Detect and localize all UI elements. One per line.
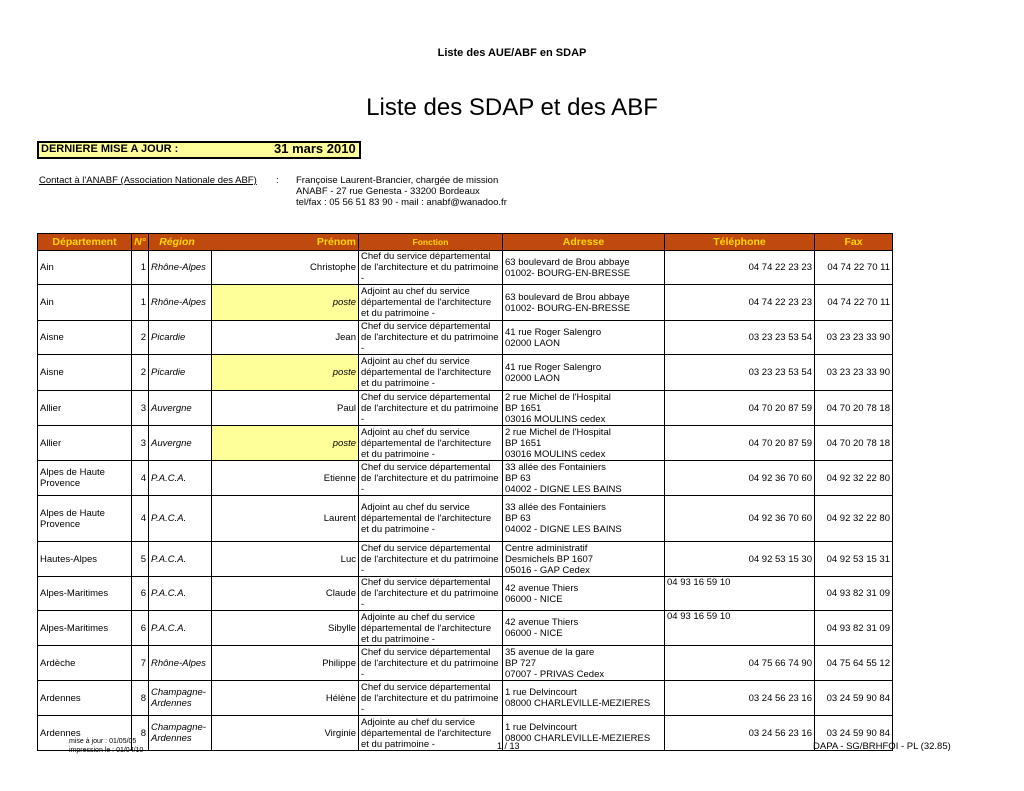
cell-telephone: 04 70 20 87 59 <box>665 426 815 461</box>
table-row <box>38 542 970 577</box>
footer-dates <box>69 737 143 755</box>
cell-fonction: Adjoint au chef du service départemental de l'architecture et du patrimoine - <box>359 285 503 321</box>
cell-fax: 03 24 59 90 84 <box>815 716 893 751</box>
cell-num: 3 <box>132 426 149 461</box>
cell-fax: 04 75 64 55 12 <box>815 646 893 681</box>
cell-fonction: Adjoint au chef du service départemental de l'architecture et du patrimoine - <box>359 355 503 391</box>
cell-fax: 04 93 82 31 09 <box>815 577 893 611</box>
cell-fonction: Chef du service départemental de l'architecture et du patrimoine - <box>359 391 503 426</box>
cell-adresse: 42 avenue Thiers 06000 - NICE <box>503 611 665 646</box>
column-header-telephone: Téléphone <box>665 234 815 251</box>
cell-num: 6 <box>132 611 149 646</box>
cell-telephone: 04 92 36 70 60 <box>665 496 815 542</box>
last-update-box <box>37 141 361 159</box>
cell-adresse: 2 rue Michel de l'Hospital BP 1651 03016 MOULINS cedex <box>503 426 665 461</box>
cell-adresse: 63 boulevard de Brou abbaye 01002- BOURG-EN-BRESSE <box>503 285 665 321</box>
cell-telephone: 04 74 22 23 23 <box>665 251 815 285</box>
contact-colon: : <box>276 175 279 186</box>
column-header-fonction: Fonction <box>359 234 503 251</box>
cell-departement: Allier <box>38 391 132 426</box>
table-row <box>38 611 970 646</box>
cell-fax: 04 74 22 70 11 <box>815 251 893 285</box>
table-row <box>38 496 970 542</box>
cell-telephone: 03 23 23 53 54 <box>665 321 815 355</box>
cell-region: Rhône-Alpes <box>151 262 206 273</box>
cell-region: Picardie <box>151 367 186 378</box>
table-row <box>38 426 970 461</box>
cell-fonction: Chef du service départemental de l'architecture et du patrimoine - <box>359 461 503 496</box>
cell-fonction: Chef du service départemental de l'architecture et du patrimoine - <box>359 321 503 355</box>
cell-fax: 03 23 23 33 90 <box>815 355 893 391</box>
column-header-adresse: Adresse <box>503 234 665 251</box>
cell-fonction: Chef du service départemental de l'architecture et du patrimoine - <box>359 251 503 285</box>
document-reference: DAPA - SG/BRHFOI - PL (32.85) <box>813 741 951 752</box>
cell-telephone: 04 74 22 23 23 <box>665 285 815 321</box>
cell-region-prenom <box>149 251 359 285</box>
cell-prenom: poste <box>211 355 358 390</box>
last-update-label: DERNIERE MISE A JOUR : <box>41 143 179 155</box>
table-row <box>38 646 970 681</box>
cell-departement: Aisne <box>38 321 132 355</box>
contact-line-3: tel/fax : 05 56 51 83 90 - mail : anabf@wanadoo.fr <box>296 197 507 208</box>
cell-adresse: 2 rue Michel de l'Hospital BP 1651 03016 MOULINS cedex <box>503 391 665 426</box>
cell-fonction: Chef du service départemental de l'architecture et du patrimoine - <box>359 646 503 681</box>
cell-region: P.A.C.A. <box>151 588 187 599</box>
cell-fonction: Adjointe au chef du service départemental de l'architecture et du patrimoine - <box>359 611 503 646</box>
cell-num: 2 <box>132 321 149 355</box>
cell-prenom: Virginie <box>211 716 358 750</box>
contact-label: Contact à l'ANABF (Association Nationale des ABF) <box>39 175 257 186</box>
page-number: 1 / 13 <box>497 741 520 751</box>
table-row <box>38 577 970 611</box>
cell-fax: 04 74 22 70 11 <box>815 285 893 321</box>
cell-fonction: Chef du service départemental de l'architecture et du patrimoine - <box>359 542 503 577</box>
cell-num: 3 <box>132 391 149 426</box>
cell-adresse: 41 rue Roger Salengro 02000 LAON <box>503 321 665 355</box>
document-header: Liste des AUE/ABF en SDAP <box>437 47 587 59</box>
table-body <box>38 251 970 751</box>
cell-departement: Allier <box>38 426 132 461</box>
cell-region-prenom <box>149 391 359 426</box>
cell-region: Picardie <box>151 332 186 343</box>
cell-region-prenom <box>149 461 359 496</box>
contact-line-1: Françoise Laurent-Brancier, chargée de mission <box>296 175 499 186</box>
cell-prenom: Laurent <box>211 496 358 541</box>
cell-departement: Alpes de Haute Provence <box>38 461 132 496</box>
cell-region: P.A.C.A. <box>151 513 187 524</box>
cell-fonction: Chef du service départemental de l'architecture et du patrimoine - <box>359 577 503 611</box>
cell-region: P.A.C.A. <box>151 622 187 634</box>
cell-telephone: 04 92 53 15 30 <box>665 542 815 577</box>
cell-num: 5 <box>132 542 149 577</box>
cell-region-prenom <box>149 716 359 751</box>
cell-prenom: Jean <box>211 321 358 354</box>
footer-update-date: mise à jour : 01/05/05 <box>69 738 137 745</box>
cell-prenom: Claude <box>211 577 358 610</box>
cell-num: 2 <box>132 355 149 391</box>
cell-prenom: Christophe <box>211 251 358 284</box>
cell-num: 1 <box>132 251 149 285</box>
cell-telephone: 03 24 56 23 16 <box>665 681 815 716</box>
table-row <box>38 285 970 321</box>
cell-region-prenom <box>149 355 359 391</box>
cell-adresse: 1 rue Delvincourt 08000 CHARLEVILLE-MEZIERES <box>503 716 665 751</box>
cell-adresse: 35 avenue de la gare BP 727 07007 - PRIVAS Cedex <box>503 646 665 681</box>
cell-region-prenom <box>149 611 359 646</box>
cell-fonction: Adjoint au chef du service départemental de l'architecture et du patrimoine - <box>359 426 503 461</box>
cell-adresse: 41 rue Roger Salengro 02000 LAON <box>503 355 665 391</box>
cell-region-prenom <box>149 426 359 461</box>
cell-region-prenom <box>149 681 359 716</box>
column-header-departement: Département <box>38 234 132 251</box>
cell-fax: 04 92 32 22 80 <box>815 461 893 496</box>
cell-adresse: 1 rue Delvincourt 08000 CHARLEVILLE-MEZIERES <box>503 681 665 716</box>
table-row <box>38 355 970 391</box>
table-row <box>38 251 970 285</box>
cell-region-prenom <box>149 321 359 355</box>
cell-region: Champagne-Ardennes <box>151 687 206 709</box>
table-row <box>38 321 970 355</box>
cell-telephone: 04 93 16 59 10 <box>665 577 815 611</box>
cell-adresse: 63 boulevard de Brou abbaye 01002- BOURG-EN-BRESSE <box>503 251 665 285</box>
cell-num: 4 <box>132 496 149 542</box>
cell-departement: Aisne <box>38 355 132 391</box>
cell-region-prenom <box>149 285 359 321</box>
cell-telephone: 04 70 20 87 59 <box>665 391 815 426</box>
cell-adresse: 33 allée des Fontainiers BP 63 04002 - DIGNE LES BAINS <box>503 461 665 496</box>
cell-adresse: 42 avenue Thiers 06000 - NICE <box>503 577 665 611</box>
cell-prenom: Luc <box>211 542 358 576</box>
cell-fax: 04 70 20 78 18 <box>815 426 893 461</box>
cell-departement: Alpes-Maritimes <box>38 611 132 646</box>
cell-fax: 03 24 59 90 84 <box>815 681 893 716</box>
cell-region: Auvergne <box>151 437 192 449</box>
cell-departement: Alpes de Haute Provence <box>38 496 132 542</box>
cell-fax: 04 92 53 15 31 <box>815 542 893 577</box>
column-header-region <box>149 234 359 251</box>
cell-departement: Ardèche <box>38 646 132 681</box>
cell-region: P.A.C.A. <box>151 472 187 484</box>
cell-num: 7 <box>132 646 149 681</box>
abf-table <box>37 233 970 751</box>
cell-prenom: Philippe <box>211 646 358 680</box>
cell-telephone: 03 23 23 53 54 <box>665 355 815 391</box>
cell-num: 4 <box>132 461 149 496</box>
cell-region-prenom <box>149 646 359 681</box>
column-header-prenom: Prénom <box>316 235 356 248</box>
cell-departement: Hautes-Alpes <box>38 542 132 577</box>
cell-prenom: poste <box>211 285 358 320</box>
cell-departement: Ain <box>38 251 132 285</box>
cell-telephone: 04 75 66 74 90 <box>665 646 815 681</box>
cell-prenom: Sibylle <box>211 611 358 645</box>
cell-region: P.A.C.A. <box>151 553 187 565</box>
cell-departement: Alpes-Maritimes <box>38 577 132 611</box>
column-header-num: N° <box>132 234 149 251</box>
cell-num: 8 <box>132 681 149 716</box>
cell-region: Champagne-Ardennes <box>151 722 206 744</box>
cell-fonction: Chef du service départemental de l'architecture et du patrimoine - <box>359 681 503 716</box>
cell-adresse: 33 allée des Fontainiers BP 63 04002 - DIGNE LES BAINS <box>503 496 665 542</box>
cell-fax: 04 93 82 31 09 <box>815 611 893 646</box>
page-title: Liste des SDAP et des ABF <box>366 94 658 121</box>
cell-departement: Ardennes <box>38 716 132 751</box>
cell-fax: 03 23 23 33 90 <box>815 321 893 355</box>
table-row <box>38 461 970 496</box>
cell-telephone: 04 93 16 59 10 <box>665 611 815 646</box>
cell-departement: Ardennes <box>38 681 132 716</box>
cell-fonction: Adjointe au chef du service départemental de l'architecture et du patrimoine - <box>359 716 503 751</box>
cell-region: Rhône-Alpes <box>151 657 206 669</box>
cell-fax: 04 70 20 78 18 <box>815 391 893 426</box>
cell-num: 1 <box>132 285 149 321</box>
cell-num: 6 <box>132 577 149 611</box>
table-header-row <box>38 234 970 251</box>
cell-prenom: Etienne <box>211 461 358 495</box>
column-header-fax: Fax <box>815 234 893 251</box>
footer-print-date: impression le : 01/04/10 <box>69 747 144 754</box>
cell-region: Rhône-Alpes <box>151 297 206 308</box>
contact-line-2: ANABF - 27 rue Genesta - 33200 Bordeaux <box>296 186 480 197</box>
cell-fax: 04 92 32 22 80 <box>815 496 893 542</box>
cell-prenom: poste <box>211 426 358 460</box>
cell-prenom: Hélène <box>211 681 358 715</box>
cell-region: Auvergne <box>151 402 192 414</box>
cell-telephone: 04 92 36 70 60 <box>665 461 815 496</box>
table-row <box>38 681 970 716</box>
cell-telephone: 03 24 56 23 16 <box>665 716 815 751</box>
column-header-region-label: Région <box>159 235 195 248</box>
cell-prenom: Paul <box>211 391 358 425</box>
cell-region-prenom <box>149 577 359 611</box>
cell-region-prenom <box>149 542 359 577</box>
table-row <box>38 391 970 426</box>
cell-fonction: Adjoint au chef du service départemental de l'architecture et du patrimoine - <box>359 496 503 542</box>
cell-adresse: Centre administratif Desmichels BP 1607 05016 - GAP Cedex <box>503 542 665 577</box>
cell-departement: Ain <box>38 285 132 321</box>
last-update-date: 31 mars 2010 <box>274 141 356 156</box>
cell-num: 8 <box>132 716 149 751</box>
cell-region-prenom <box>149 496 359 542</box>
